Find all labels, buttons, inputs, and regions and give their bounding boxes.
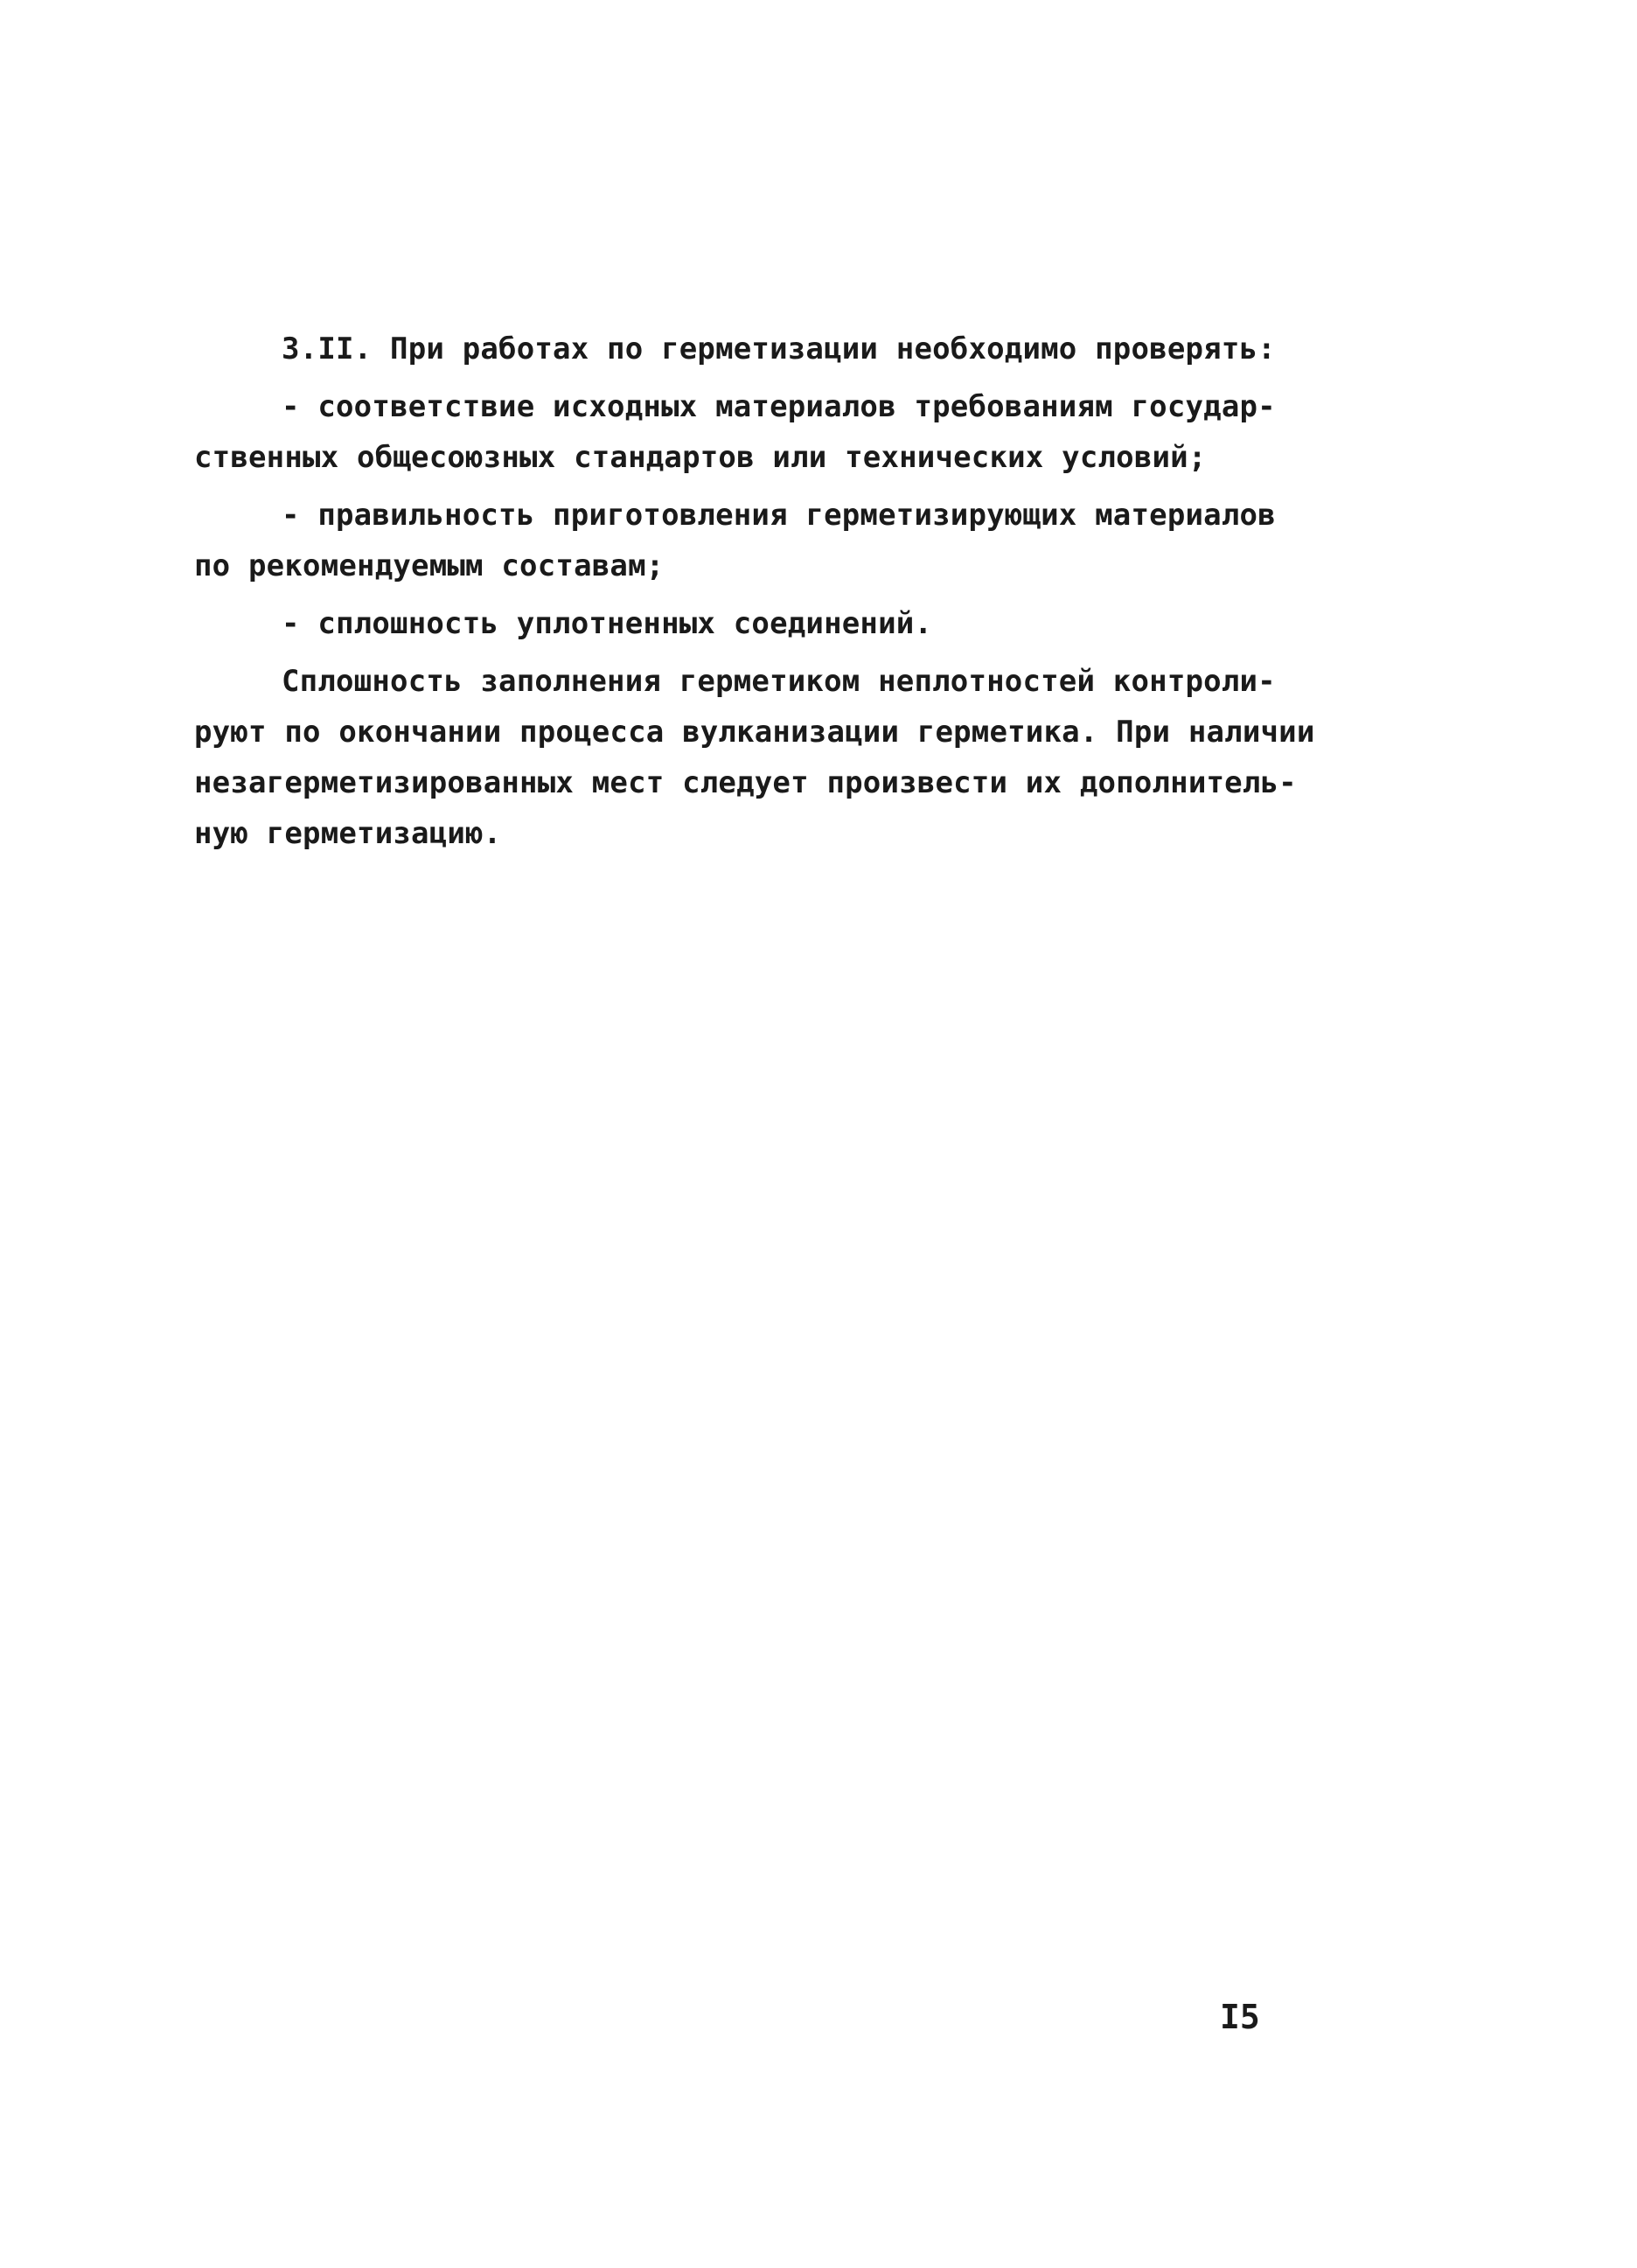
page-number: I5 <box>1220 1998 1260 2036</box>
paragraph-line: руют по окончании процесса вулканизации герметика. При наличии <box>194 715 1315 750</box>
paragraph-line: - сплошность уплотненных соединений. <box>282 606 933 641</box>
paragraph-line: Сплошность заполнения герметиком неплотностей контроли- <box>282 664 1276 699</box>
paragraph-line: - соответствие исходных материалов требованиям государ- <box>282 389 1276 424</box>
paragraph-section-3-11 <box>194 324 1296 374</box>
paragraph-line: - правильность приготовления герметизирующих материалов <box>282 498 1276 533</box>
paragraph-item-preparation-correctness <box>194 490 1296 591</box>
paragraph-line: 3.II. При работах по герметизации необходимо проверять: <box>282 331 1276 366</box>
paragraph-item-materials-compliance <box>194 381 1296 483</box>
body-text <box>194 324 1315 859</box>
paragraph-line: незагерметизированных мест следует произвести их дополнитель- <box>194 765 1297 800</box>
paragraph-item-joint-continuity <box>194 598 1296 649</box>
paragraph-continuity-control <box>194 656 1315 859</box>
paragraph-line: по рекомендуемым составам; <box>194 548 665 583</box>
paragraph-line: ную герметизацию. <box>194 816 502 851</box>
paragraph-line: ственных общесоюзных стандартов или технических условий; <box>194 440 1207 475</box>
